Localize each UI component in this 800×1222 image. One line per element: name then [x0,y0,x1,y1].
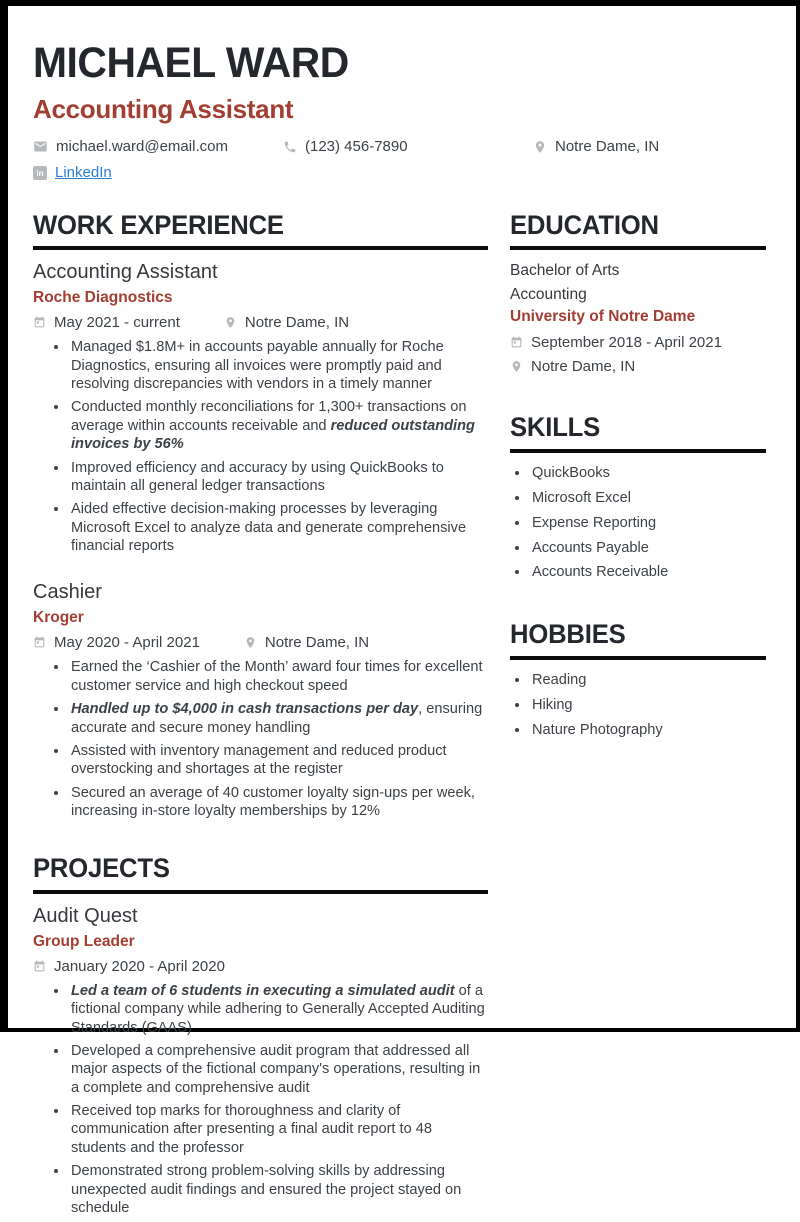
project-bullet [69,1102,488,1157]
bullet-text: Received top marks for thoroughness and clarity of communication after presenting a final audit report to 48 students and the professor [71,1103,432,1156]
education-degree: Bachelor of Arts [510,262,620,280]
job-bullet [69,500,488,555]
hobby-item: • Nature Photography [530,721,766,740]
linkedin-icon [33,166,47,180]
linkedin-link[interactable]: LinkedIn [55,164,112,181]
hobbies-section [510,620,766,739]
contact-email [33,138,283,155]
person-name: MICHAEL WARD [33,39,349,87]
education-field: Accounting [510,285,587,303]
project-role: Group Leader [33,932,135,950]
job-meta [33,634,488,651]
job-location [244,634,369,651]
job-entry-cashier [33,581,488,820]
bullet-text: Earned the ‘Cashier of the Month’ award four times for excellent customer service and high checkout speed [71,659,483,694]
job-bullet [69,784,488,821]
bullet-text: Assisted with inventory management and reduced product overstocking and shortages at the register [71,742,447,778]
projects-heading: PROJECTS [33,854,488,893]
education-location [510,358,766,375]
project-bullet [69,1042,488,1097]
education-school: University of Notre Dame [510,308,696,326]
job-bullet-list [33,338,488,555]
job-bullet [69,398,488,453]
skills-list [510,464,766,583]
job-dates [33,634,200,651]
hobby-item: • Reading [530,671,766,690]
phone-icon [283,140,297,154]
bullet-emphasis-text: reduced outstanding invoices by 56% [71,417,475,453]
right-column [510,211,766,1222]
education-meta [510,334,766,375]
project-bullet [69,1162,488,1217]
calendar-icon [510,336,523,349]
contact-linkedin [33,164,766,181]
projects-section [33,854,488,1217]
location-pin-icon [224,316,237,329]
job-dates [33,314,180,331]
contact-phone-text: (123) 456-7890 [305,138,408,155]
envelope-icon [33,139,48,154]
education-location-text: Notre Dame, IN [531,358,636,376]
project-dates-text: January 2020 - April 2020 [54,957,225,975]
education-dates [510,334,766,351]
contact-info [33,138,766,181]
contact-phone [283,138,533,155]
bullet-emphasis-text: Handled up to $4,000 in cash transactions per day [71,701,419,718]
job-location [224,314,349,331]
job-dates-text: May 2020 - April 2021 [54,634,200,652]
company-name: Roche Diagnostics [33,289,173,307]
bullet-text: Improved efficiency and accuracy by using QuickBooks to maintain all general ledger transactions [71,459,444,494]
contact-location [533,138,659,155]
hobbies-list [510,671,766,740]
left-column [33,211,488,1222]
job-title: Accounting Assistant [33,261,218,284]
resume-body [33,211,766,1222]
education-section [510,211,766,375]
job-location-text: Notre Dame, IN [244,314,350,332]
bullet-text: Secured an average of 40 customer loyalty sign-ups per week, increasing in-store loyalty memberships by 12% [71,784,475,820]
work-experience-heading: WORK EXPERIENCE [33,211,488,250]
job-dates-text: May 2021 - current [54,314,180,332]
location-pin-icon [533,140,547,154]
bullet-text: of a fictional company while adhering to Generally Accepted Auditing Standards (GAAS) [71,982,485,1036]
hobby-item: • Hiking [530,696,766,715]
job-meta [33,314,488,331]
skill-item: • Accounts Payable [530,539,766,558]
bullet-text: Managed $1.8M+ in accounts payable annually for Roche Diagnostics, ensuring all invoices were promptly paid and resolving discrepancies with vendors in a timely manner [71,339,444,393]
job-location-text: Notre Dame, IN [264,634,370,652]
job-bullet-list [33,658,488,820]
project-dates [33,958,225,975]
project-title: Audit Quest [33,904,138,927]
skill-item: • Microsoft Excel [530,489,766,508]
education-dates-text: September 2018 - April 2021 [531,334,722,352]
calendar-icon [33,636,46,649]
project-bullet-list [33,982,488,1218]
location-pin-icon [510,360,523,373]
job-bullet [69,700,488,737]
location-pin-icon [244,636,257,649]
project-entry-audit-quest [33,905,488,1218]
work-experience-section [33,211,488,820]
skills-section [510,413,766,582]
job-bullet [69,658,488,695]
project-meta [33,958,488,975]
skill-item: • Expense Reporting [530,514,766,533]
education-heading: EDUCATION [510,211,766,250]
skill-item: • Accounts Receivable [530,563,766,582]
project-bullet [69,982,488,1037]
bullet-text: Aided effective decision-making processes by leveraging Microsoft Excel to analyze data and generate comprehensive financial reports [71,501,467,555]
job-bullet [69,742,488,779]
job-bullet [69,459,488,496]
calendar-icon [33,960,46,973]
hobbies-heading: HOBBIES [510,620,766,659]
skills-heading: SKILLS [510,413,766,452]
skill-item: • QuickBooks [530,464,766,483]
bullet-emphasis-text: Led a team of 6 students in executing a simulated audit [71,982,455,999]
job-entry-accounting-assistant [33,261,488,555]
job-title: Cashier [33,581,102,604]
bullet-text: Developed a comprehensive audit program that addressed all major aspects of the fictional company's operations, resulting in a complete and comprehensive audit [71,1042,481,1096]
bullet-text: Conducted monthly reconciliations for 1,300+ transactions on average within accounts receivable and [71,399,467,434]
calendar-icon [33,316,46,329]
contact-email-text: michael.ward@email.com [56,138,228,155]
company-name: Kroger [33,609,84,627]
person-job-title: Accounting Assistant [33,94,294,124]
bullet-text: , ensuring accurate and secure money handling [71,701,483,736]
contact-location-text: Notre Dame, IN [555,138,660,155]
bullet-text: Demonstrated strong problem-solving skills by addressing unexpected audit findings and ensured the project stayed on schedule [71,1163,462,1216]
resume-header [33,39,766,181]
job-bullet [69,338,488,393]
